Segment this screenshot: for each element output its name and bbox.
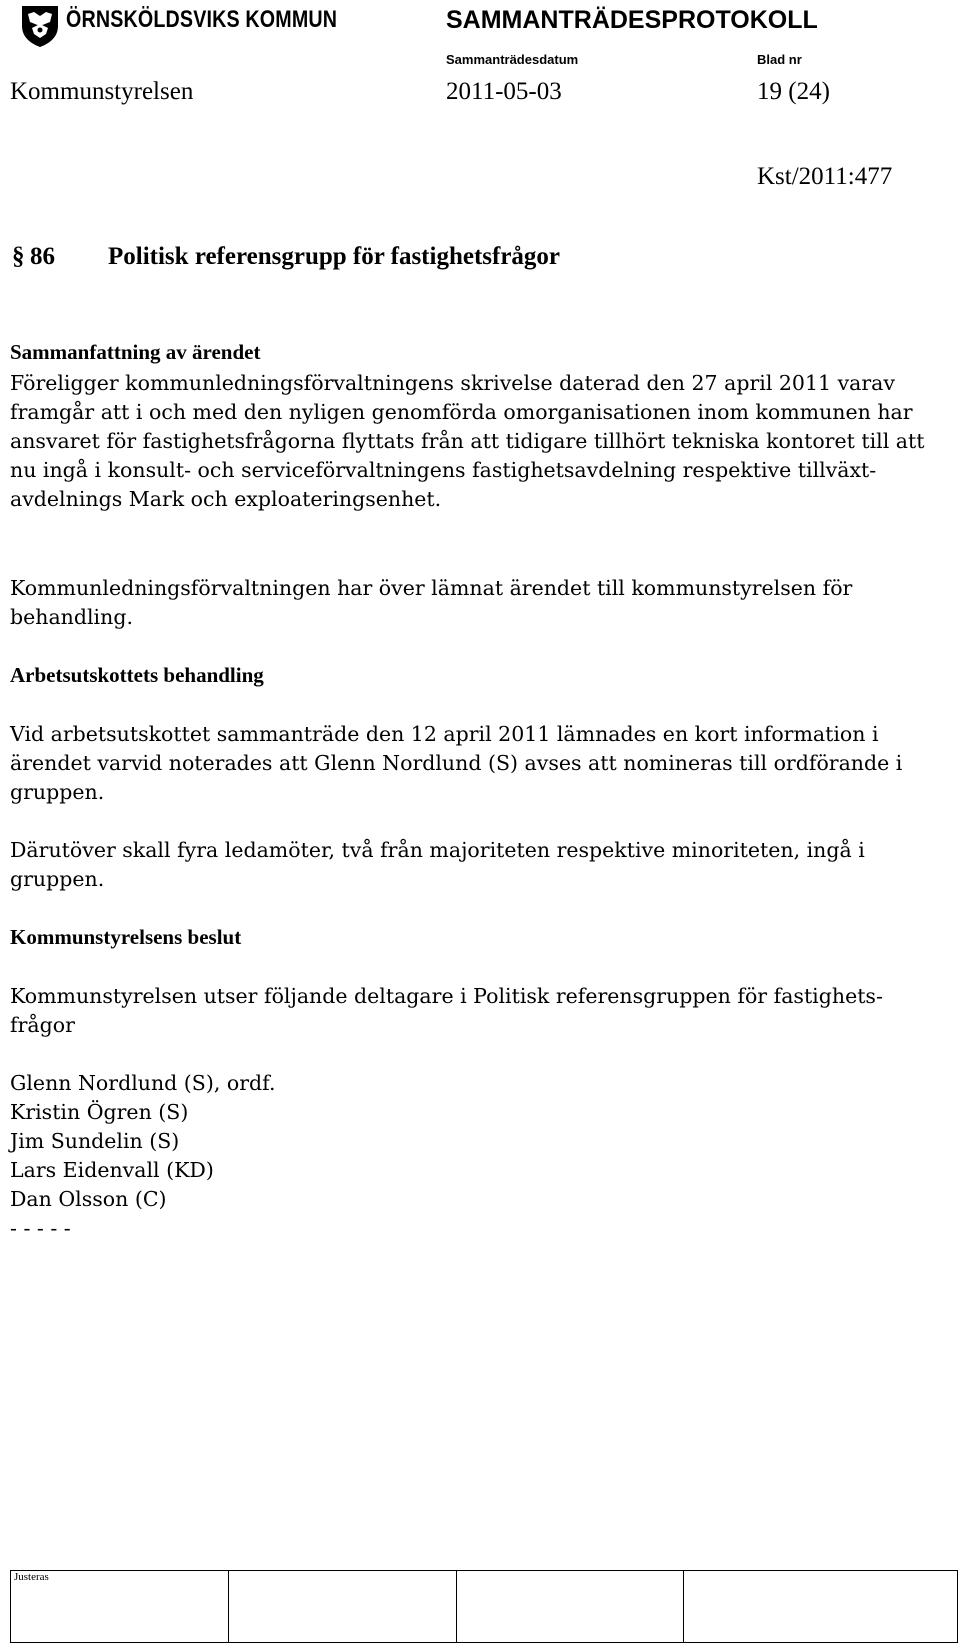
summary-line: avdelnings Mark och exploateringsenhet.	[10, 487, 442, 511]
signature-cell	[684, 1571, 958, 1643]
summary-line: ansvaret för fastighetsfrågorna flyttats från att tidigare tillhört tekniska kontoret till att	[10, 429, 925, 453]
list-item: Lars Eidenvall (KD)	[10, 1158, 214, 1182]
decision-line: frågor	[10, 1013, 75, 1037]
list-terminator: - - - - -	[10, 1216, 71, 1240]
list-item: Glenn Nordlund (S), ordf.	[10, 1071, 276, 1095]
date-label: Sammanträdesdatum	[446, 52, 579, 67]
signature-cell	[11, 1571, 229, 1643]
document-type: SAMMANTRÄDESPROTOKOLL	[446, 6, 818, 34]
committee-line: Därutöver skall fyra ledamöter, två från majoriteten respektive minoriteten, ingå i	[10, 838, 865, 862]
decision-heading: Kommunstyrelsens beslut	[10, 925, 242, 949]
sign-label: Justeras	[14, 1571, 49, 1583]
list-item: Kristin Ögren (S)	[10, 1100, 189, 1124]
summary-line: framgår att i och med den nyligen genomförda omorganisationen inom kommunen har	[10, 400, 913, 424]
committee-paragraph	[10, 720, 950, 807]
committee-heading: Arbetsutskottets behandling	[10, 663, 264, 687]
municipality-crest-icon	[20, 4, 60, 48]
list-item: Dan Olsson (C)	[10, 1187, 167, 1211]
summary-line: behandling.	[10, 605, 133, 629]
decision-paragraph	[10, 982, 950, 1040]
meeting-date: 2011-05-03	[446, 78, 562, 105]
org-name: ÖRNSKÖLDSVIKS KOMMUN	[66, 6, 338, 33]
committee-line: gruppen.	[10, 780, 105, 804]
page-label: Blad nr	[757, 52, 802, 67]
section-number: 86	[30, 243, 55, 270]
body-name: Kommunstyrelsen	[10, 78, 194, 105]
summary-paragraph-2	[10, 574, 950, 632]
committee-paragraph-2	[10, 836, 950, 894]
committee-line: Vid arbetsutskottet sammanträde den 12 april 2011 lämnades en kort information i	[10, 722, 879, 746]
signature-cell	[229, 1571, 457, 1643]
committee-line: ärendet varvid noterades att Glenn Nordlund (S) avses att nomineras till ordförande i	[10, 751, 903, 775]
committee-line: gruppen.	[10, 867, 105, 891]
case-reference: Kst/2011:477	[757, 163, 893, 190]
section-title: Politisk referensgrupp för fastighetsfrågor	[108, 243, 561, 270]
signature-table	[10, 1570, 958, 1643]
summary-line: Föreligger kommunledningsförvaltningens skrivelse daterad den 27 april 2011 varav	[10, 371, 895, 395]
summary-line: Kommunledningsförvaltningen har över lämnat ärendet till kommunstyrelsen för	[10, 576, 853, 600]
summary-line: nu ingå i konsult- och serviceförvaltningens fastighetsavdelning respektive tillväxt-	[10, 458, 877, 482]
list-item: Jim Sundelin (S)	[10, 1129, 180, 1153]
signature-cell	[456, 1571, 684, 1643]
page-number: 19 (24)	[757, 78, 830, 105]
decision-line: Kommunstyrelsen utser följande deltagare i Politisk referensgruppen för fastighets-	[10, 984, 883, 1008]
member-list	[10, 1069, 950, 1243]
section-symbol: §	[12, 243, 25, 270]
summary-paragraph	[10, 369, 950, 514]
summary-heading: Sammanfattning av ärendet	[10, 340, 261, 364]
